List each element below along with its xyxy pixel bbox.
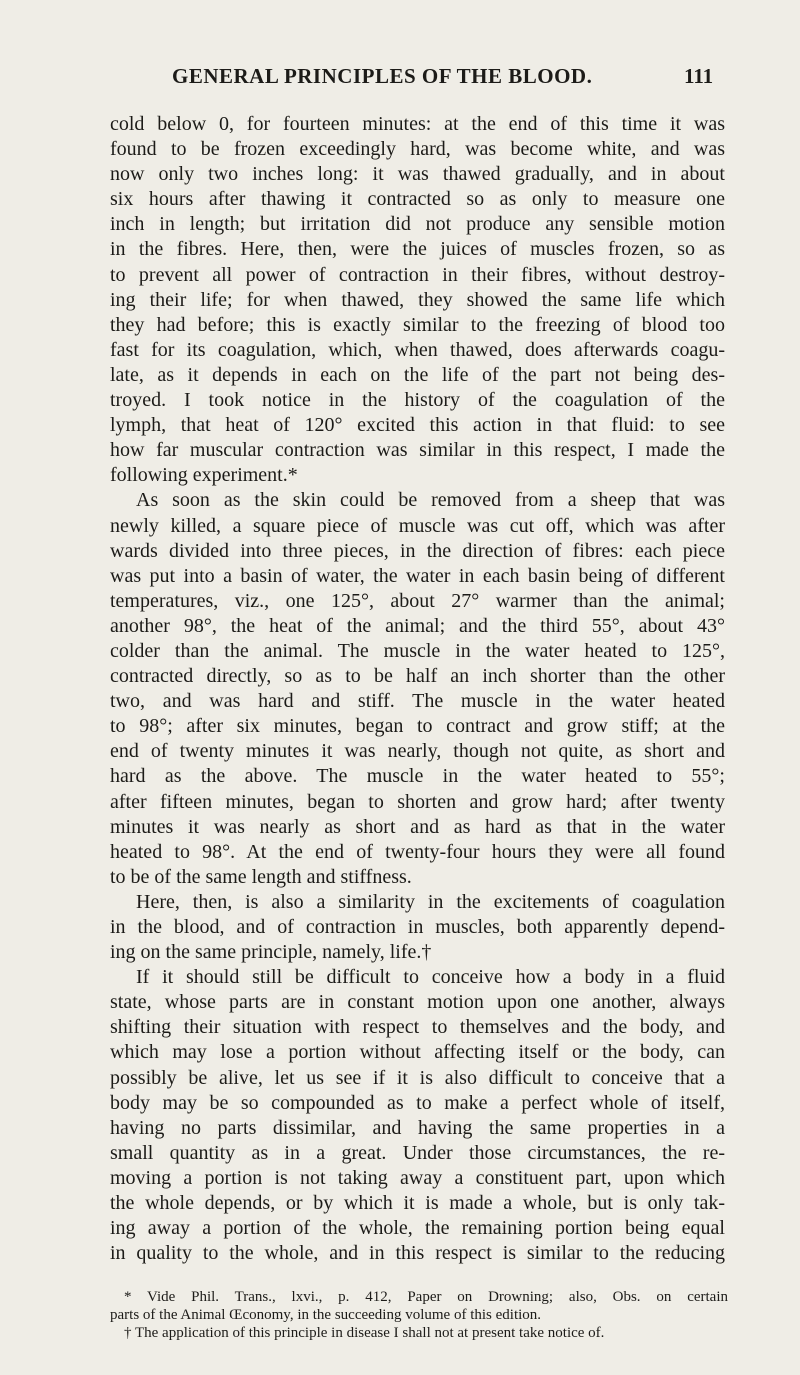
text-line: shifting their situation with respect to themselves and the body, and bbox=[110, 1016, 725, 1039]
text-line: following experiment.* bbox=[110, 464, 298, 487]
text-line: ing on the same principle, namely, life.† bbox=[110, 941, 432, 964]
text-line: newly killed, a square piece of muscle was cut off, which was after bbox=[110, 514, 725, 537]
running-head-title: GENERAL PRINCIPLES OF THE BLOOD. bbox=[172, 64, 593, 88]
text-line: colder than the animal. The muscle in the water heated to 125°, bbox=[110, 639, 725, 662]
text-line: six hours after thawing it contracted so as only to measure one bbox=[110, 188, 725, 211]
text-line: another 98°, the heat of the animal; and the third 55°, about 43° bbox=[110, 614, 725, 637]
page-number: 111 bbox=[684, 64, 714, 88]
text-line: inch in length; but irritation did not produce any sensible motion bbox=[110, 213, 725, 236]
running-head bbox=[0, 64, 800, 94]
text-line: lymph, that heat of 120° excited this action in that fluid: to see bbox=[110, 414, 725, 437]
text-line: possibly be alive, let us see if it is also difficult to conceive that a bbox=[110, 1066, 725, 1089]
text-line: having no parts dissimilar, and having the same properties in a bbox=[110, 1116, 725, 1139]
text-line: the whole depends, or by which it is made a whole, but is only tak- bbox=[110, 1192, 725, 1215]
text-line: heated to 98°. At the end of twenty-four hours they were all found bbox=[110, 840, 725, 863]
footnote-line: * Vide Phil. Trans., lxvi., p. 412, Paper on Drowning; also, Obs. on certain bbox=[124, 1289, 728, 1305]
text-line: moving a portion is not taking away a constituent part, upon which bbox=[110, 1166, 725, 1189]
text-line: minutes it was nearly as short and as hard as that in the water bbox=[110, 815, 725, 838]
text-line: hard as the above. The muscle in the water heated to 55°; bbox=[110, 765, 725, 788]
body-text bbox=[110, 112, 725, 1266]
text-line: fast for its coagulation, which, when thawed, does afterwards coagu- bbox=[110, 338, 725, 361]
text-line: in quality to the whole, and in this respect is similar to the reducing bbox=[110, 1242, 725, 1265]
text-line: ing their life; for when thawed, they showed the same life which bbox=[110, 288, 725, 311]
text-line: to be of the same length and stiffness. bbox=[110, 865, 412, 888]
text-line: temperatures, viz., one 125°, about 27° warmer than the animal; bbox=[110, 589, 725, 612]
text-line: to 98°; after six minutes, began to contract and grow stiff; at the bbox=[110, 715, 725, 738]
text-line: now only two inches long: it was thawed gradually, and in about bbox=[110, 163, 725, 186]
text-line: contracted directly, so as to be half an inch shorter than the other bbox=[110, 665, 725, 688]
text-line: state, whose parts are in constant motion upon one another, always bbox=[110, 991, 725, 1014]
text-line: in the fibres. Here, then, were the juices of muscles frozen, so as bbox=[110, 238, 725, 261]
text-line: they had before; this is exactly similar to the freezing of blood too bbox=[110, 313, 725, 336]
text-line: after fifteen minutes, began to shorten and grow hard; after twenty bbox=[110, 790, 725, 813]
text-line: how far muscular contraction was similar in this respect, I made the bbox=[110, 439, 725, 462]
text-line: body may be so compounded as to make a perfect whole of itself, bbox=[110, 1091, 725, 1114]
text-line: found to be frozen exceedingly hard, was become white, and was bbox=[110, 138, 725, 161]
text-line: cold below 0, for fourteen minutes: at the end of this time it was bbox=[110, 113, 725, 135]
text-line: in the blood, and of contraction in muscles, both apparently depend- bbox=[110, 916, 725, 938]
text-line: wards divided into three pieces, in the direction of fibres: each piece bbox=[110, 539, 725, 562]
text-line: to prevent all power of contraction in their fibres, without destroy- bbox=[110, 263, 725, 286]
text-line: troyed. I took notice in the history of the coagulation of the bbox=[110, 389, 725, 412]
text-line: small quantity as in a great. Under those circumstances, the re- bbox=[110, 1141, 725, 1164]
footnote-line: † The application of this principle in disease I shall not at present take notice of. bbox=[124, 1325, 605, 1341]
text-line: was put into a basin of water, the water in each basin being of different bbox=[110, 564, 725, 587]
text-line: Here, then, is also a similarity in the excitements of coagulation bbox=[136, 890, 725, 913]
footnotes bbox=[110, 1288, 728, 1342]
text-line: two, and was hard and stiff. The muscle in the water heated bbox=[110, 690, 725, 713]
text-line: which may lose a portion without affecting itself or the body, can bbox=[110, 1041, 725, 1064]
text-line: end of twenty minutes it was nearly, though not quite, as short and bbox=[110, 740, 725, 763]
text-line: As soon as the skin could be removed from a sheep that was bbox=[136, 489, 725, 512]
text-line: ing away a portion of the whole, the remaining portion being equal bbox=[110, 1217, 725, 1240]
footnote-line: parts of the Animal Œconomy, in the succeeding volume of this edition. bbox=[110, 1307, 542, 1323]
text-line: late, as it depends in each on the life of the part not being des- bbox=[110, 363, 725, 386]
text-line: If it should still be difficult to conceive how a body in a fluid bbox=[136, 966, 725, 989]
